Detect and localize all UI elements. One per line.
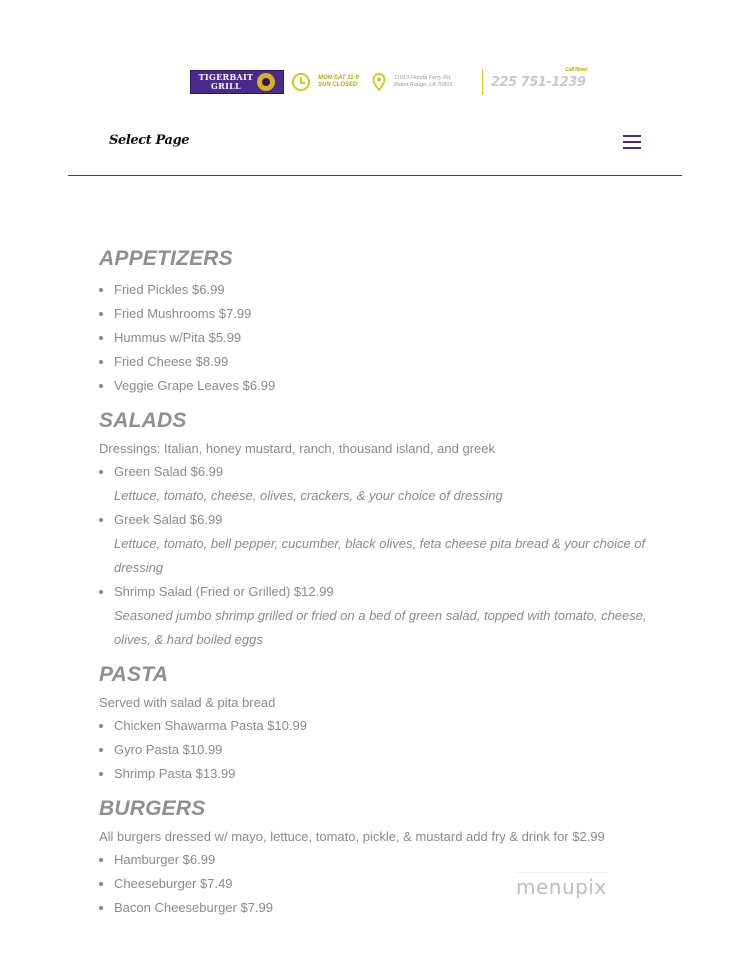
hamburger-menu-icon[interactable] [623,135,641,149]
phone-number[interactable]: 225 751-1239 Call Now! [491,66,588,90]
section-title: BURGERS [99,797,206,820]
menu-content [99,246,659,922]
section-note: Dressings: Italian, honey mustard, ranch, thousand island, and greek [99,441,496,456]
list-item: Shrimp Pasta $13.99 [99,762,659,786]
section-appetizers [99,246,659,398]
item-list [99,278,659,398]
section-title: PASTA [99,663,169,686]
logo-text: TIGERBAIT GRILL [198,72,254,91]
select-page-dropdown[interactable]: Select Page [109,133,190,148]
item-name: Greek Salad $6.99 [114,512,223,527]
list-item: Hummus w/Pita $5.99 [99,326,659,350]
list-item: Veggie Grape Leaves $6.99 [99,374,659,398]
item-description: Seasoned jumbo shrimp grilled or fried on a bed of green salad, topped with tomato, cheese, olives, & hard boiled eggs [114,608,647,647]
clock-icon [292,73,310,91]
list-item: Fried Mushrooms $7.99 [99,302,659,326]
list-item: Cheeseburger $7.49 [99,872,659,896]
divider [482,69,483,95]
list-item: Fried Cheese $8.99 [99,350,659,374]
list-item: Gyro Pasta $10.99 [99,738,659,762]
location-pin-icon [372,73,386,91]
watermark: menupix [516,872,607,899]
address[interactable]: 11013 Florida Ferry Rd, Baton Rouge, LA 70816 [394,75,453,88]
section-pasta [99,662,659,786]
section-burgers [99,796,659,920]
item-description: Lettuce, tomato, cheese, olives, crackers, & your choice of dressing [114,488,503,503]
header-banner [190,66,588,96]
item-list [99,460,659,652]
list-item: Fried Pickles $6.99 [99,278,659,302]
tiger-icon [257,73,275,91]
section-salads [99,408,659,652]
business-hours: MON-SAT 11-9 SUN CLOSED [318,75,359,88]
item-list [99,714,659,786]
logo[interactable] [190,70,284,94]
list-item [99,508,659,580]
item-name: Shrimp Salad (Fried or Grilled) $12.99 [114,584,334,599]
nav-divider [68,175,682,176]
list-item: Chicken Shawarma Pasta $10.99 [99,714,659,738]
section-title: SALADS [99,409,187,432]
list-item: Hamburger $6.99 [99,848,659,872]
list-item [99,580,659,652]
section-note: Served with salad & pita bread [99,695,276,710]
section-title: APPETIZERS [99,247,233,270]
list-item: Bacon Cheeseburger $7.99 [99,896,659,920]
item-name: Green Salad $6.99 [114,464,224,479]
list-item [99,460,659,508]
call-now-label: Call Now! [565,66,588,73]
section-note: All burgers dressed w/ mayo, lettuce, tomato, pickle, & mustard add fry & drink for $2.99 [99,829,605,844]
item-description: Lettuce, tomato, bell pepper, cucumber, black olives, feta cheese pita bread & your choice of dressing [114,536,646,575]
